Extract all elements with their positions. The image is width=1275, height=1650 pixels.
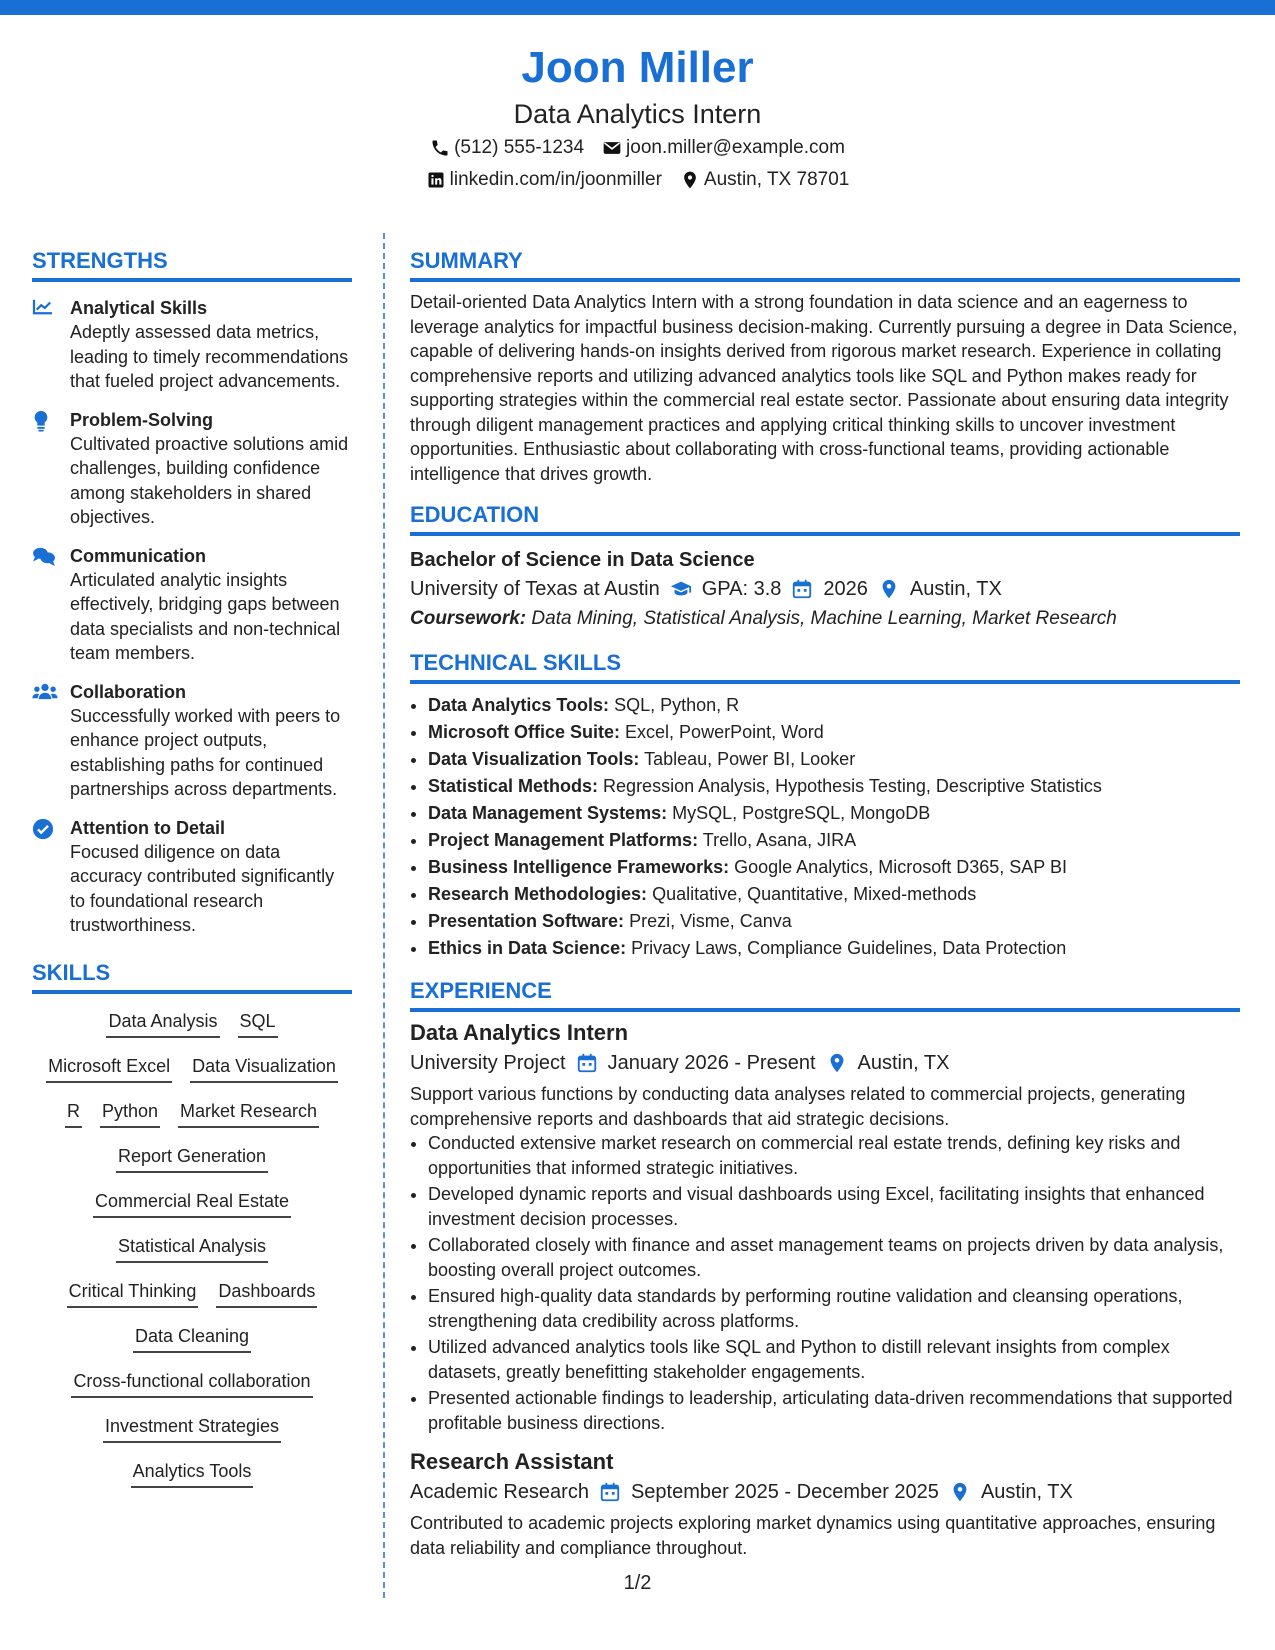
skill-row [32, 1278, 352, 1323]
calendar-icon [791, 578, 813, 600]
technical-skill-value: Tableau, Power BI, Looker [644, 749, 856, 769]
technical-skill-label: Data Management Systems: [428, 803, 668, 823]
strength-title: Communication [70, 545, 207, 566]
lightbulb-icon [32, 410, 50, 432]
technical-skill-value: Privacy Laws, Compliance Guidelines, Data Protection [631, 938, 1067, 958]
skill-tag: Dashboards [216, 1278, 317, 1308]
skill-tag: Microsoft Excel [46, 1053, 172, 1083]
coursework-label: Coursework: [410, 608, 527, 629]
strength-desc: Cultivated proactive solutions amid challenges, building confidence among stakeholders in shared objectives. [70, 433, 349, 527]
job-bullet: • Utilized advanced analytics tools like SQL and Python to distill relevant insights from complex datasets, greatly benefitting stakeholder engagements. [428, 1335, 1240, 1384]
technical-skill-value: MySQL, PostgreSQL, MongoDB [672, 803, 931, 823]
technical-skill-label: Presentation Software: [428, 911, 625, 931]
skill-tag: Statistical Analysis [116, 1233, 268, 1263]
technical-skill-label: Project Management Platforms: [428, 830, 699, 850]
strength-title: Collaboration [70, 681, 186, 702]
summary-text: Detail-oriented Data Analytics Intern with a strong foundation in data science and an eagerness to leverage analytics for impactful business decision-making. Currently pursuing a degree in Data Science, capable of delivering hands-on insights derived from rigorous market research. Experience in collating comprehensive reports and utilizing advanced analytics tools like SQL and Python makes ready for supporting strategies within the commercial real estate sector. Passionate about ensuring data integrity through diligent management practices and applying critical thinking skills to uncover investment opportunities. Enthusiastic about collaborating with cross-functional teams, providing actionable intelligence that drives growth. [410, 292, 1238, 484]
job-title: Research Assistant [410, 1449, 614, 1474]
skill-row [32, 1008, 352, 1053]
technical-skill-label: Ethics in Data Science: [428, 938, 627, 958]
skill-tag: Analytics Tools [131, 1458, 254, 1488]
summary-heading: SUMMARY [410, 246, 1240, 282]
left-column [32, 246, 352, 1503]
job-location: Austin, TX [857, 1052, 950, 1074]
skill-tag: Data Visualization [190, 1053, 338, 1083]
envelope-icon [602, 138, 622, 158]
job-entry [410, 1447, 1240, 1560]
skill-row [32, 1413, 352, 1458]
page-number: 1/2 [623, 1572, 652, 1594]
strength-title: Analytical Skills [70, 298, 208, 318]
graduation-cap-icon [670, 578, 692, 600]
skill-tag: Commercial Real Estate [93, 1188, 291, 1218]
comments-icon [32, 546, 56, 566]
strength-item [32, 816, 352, 938]
skill-tag: Investment Strategies [103, 1413, 281, 1443]
school-name: University of Texas at Austin [410, 578, 660, 600]
strength-desc: Focused diligence on data accuracy contributed significantly to foundational research trustworthiness. [70, 841, 335, 935]
technical-skill-item [428, 908, 1240, 935]
job-title: Data Analytics Intern [410, 1020, 629, 1045]
chart-line-icon [32, 298, 54, 316]
location-contact [680, 164, 849, 196]
right-column [410, 246, 1240, 1560]
graduation-year: 2026 [823, 578, 868, 600]
job-bullets [410, 1131, 1240, 1435]
email-text: joon.miller@example.com [626, 137, 845, 158]
job-description: Support various functions by conducting data analyses related to commercial projects, generating comprehensive reports and dashboards that aid strategic decisions. [410, 1084, 1186, 1129]
strength-item [32, 296, 352, 394]
technical-skill-item [428, 854, 1240, 881]
technical-skill-item [428, 800, 1240, 827]
coursework-line [410, 604, 1240, 634]
email-contact[interactable] [602, 132, 845, 164]
skill-row [32, 1143, 352, 1188]
degree-title: Bachelor of Science in Data Science [410, 549, 755, 571]
technical-skill-value: Google Analytics, Microsoft D365, SAP BI [734, 857, 1067, 877]
map-pin-icon [680, 170, 700, 190]
skill-tag: Python [100, 1098, 160, 1128]
column-divider [383, 233, 385, 1598]
resume-header [0, 40, 1275, 196]
technical-skill-item [428, 746, 1240, 773]
job-org: Academic Research [410, 1481, 589, 1503]
technical-skill-item [428, 719, 1240, 746]
technical-skill-item [428, 935, 1240, 962]
phone-icon [430, 138, 450, 158]
skill-tag: R [65, 1098, 82, 1128]
strength-desc: Adeptly assessed data metrics, leading to timely recommendations that fueled project advancements. [70, 322, 349, 391]
top-accent-bar [0, 0, 1275, 15]
technical-skill-label: Statistical Methods: [428, 776, 599, 796]
job-meta [410, 1477, 1240, 1507]
linkedin-contact[interactable] [426, 164, 662, 196]
users-icon [32, 682, 58, 700]
candidate-title: Data Analytics Intern [513, 99, 762, 129]
strength-desc: Successfully worked with peers to enhance project outputs, establishing paths for continued partnerships across departments. [70, 705, 341, 799]
contact-row-2 [0, 164, 1275, 196]
technical-skill-value: SQL, Python, R [614, 695, 740, 715]
technical-skill-value: Prezi, Visme, Canva [629, 911, 792, 931]
job-meta [410, 1048, 1240, 1078]
job-bullet: • Developed dynamic reports and visual dashboards using Excel, facilitating insights that enhanced investment decision processes. [428, 1182, 1240, 1231]
skill-tag: Data Analysis [106, 1008, 219, 1038]
calendar-icon [599, 1481, 621, 1503]
check-circle-icon [32, 818, 54, 840]
job-dates: January 2026 - Present [607, 1052, 816, 1074]
technical-skill-value: Qualitative, Quantitative, Mixed-methods [652, 884, 977, 904]
linkedin-icon [426, 170, 446, 190]
phone-text: (512) 555-1234 [454, 137, 585, 158]
technical-skill-label: Microsoft Office Suite: [428, 722, 621, 742]
education-heading: EDUCATION [410, 500, 1240, 536]
skill-tag: Critical Thinking [67, 1278, 199, 1308]
technical-skill-item [428, 692, 1240, 719]
technical-skill-label: Data Visualization Tools: [428, 749, 640, 769]
strength-title: Attention to Detail [70, 817, 225, 838]
strength-title: Problem-Solving [70, 409, 214, 430]
job-description: Contributed to academic projects exploring market dynamics using quantitative approaches, ensuring data reliability and compliance throughout. [410, 1513, 1216, 1558]
strength-desc: Articulated analytic insights effectively, bridging gaps between data specialists and non-technical team members. [70, 569, 341, 663]
skills-list [32, 1008, 352, 1503]
job-bullet: • Conducted extensive market research on commercial real estate trends, defining key risks and opportunities that informed strategic initiatives. [428, 1131, 1240, 1180]
technical-skill-item [428, 773, 1240, 800]
strength-item [32, 680, 352, 802]
technical-skills-list [410, 692, 1240, 962]
education-meta [410, 574, 1240, 604]
skill-row [32, 1458, 352, 1503]
map-pin-icon [949, 1481, 971, 1503]
skill-row [32, 1053, 352, 1098]
job-org: University Project [410, 1052, 566, 1074]
job-bullet: • Presented actionable findings to leadership, articulating data-driven recommendations that supported profitable business directions. [428, 1386, 1240, 1435]
skills-heading: SKILLS [32, 958, 352, 994]
job-bullet: • Collaborated closely with finance and asset management teams on projects driven by data analysis, boosting overall project outcomes. [428, 1233, 1240, 1282]
skill-row [32, 1323, 352, 1368]
skill-tag: Cross-functional collaboration [71, 1368, 312, 1398]
school-location: Austin, TX [909, 578, 1002, 600]
skill-row [32, 1098, 352, 1143]
experience-heading: EXPERIENCE [410, 976, 1240, 1012]
technical-skill-value: Trello, Asana, JIRA [702, 830, 857, 850]
skill-tag: SQL [238, 1008, 278, 1038]
map-pin-icon [826, 1052, 848, 1074]
technical-skill-item [428, 881, 1240, 908]
candidate-name: Joon Miller [521, 43, 754, 92]
skill-tag: Market Research [178, 1098, 319, 1128]
job-location: Austin, TX [980, 1481, 1073, 1503]
calendar-icon [576, 1052, 598, 1074]
coursework-list: Data Mining, Statistical Analysis, Machine Learning, Market Research [531, 608, 1117, 629]
location-text: Austin, TX 78701 [703, 169, 850, 190]
technical-skill-item [428, 827, 1240, 854]
strength-item [32, 408, 352, 530]
job-dates: September 2025 - December 2025 [630, 1481, 939, 1503]
skill-tag: Data Cleaning [133, 1323, 251, 1353]
map-pin-icon [878, 578, 900, 600]
skill-row [32, 1233, 352, 1278]
strength-item [32, 544, 352, 666]
technical-skill-label: Research Methodologies: [428, 884, 648, 904]
technical-skill-label: Business Intelligence Frameworks: [428, 857, 730, 877]
skill-tag: Report Generation [116, 1143, 268, 1173]
skill-row [32, 1188, 352, 1233]
technical-skills-heading: TECHNICAL SKILLS [410, 648, 1240, 684]
strengths-heading: STRENGTHS [32, 246, 352, 282]
contact-row-1 [0, 132, 1275, 164]
gpa-text: GPA: 3.8 [701, 578, 782, 600]
phone-contact[interactable] [430, 132, 584, 164]
linkedin-text: linkedin.com/in/joonmiller [449, 169, 662, 190]
job-bullet: • Ensured high-quality data standards by performing routine validation and cleansing operations, strengthening data credibility across platforms. [428, 1284, 1240, 1333]
skill-row [32, 1368, 352, 1413]
technical-skill-value: Regression Analysis, Hypothesis Testing, Descriptive Statistics [603, 776, 1102, 796]
technical-skill-value: Excel, PowerPoint, Word [625, 722, 824, 742]
technical-skill-label: Data Analytics Tools: [428, 695, 610, 715]
job-entry [410, 1018, 1240, 1435]
